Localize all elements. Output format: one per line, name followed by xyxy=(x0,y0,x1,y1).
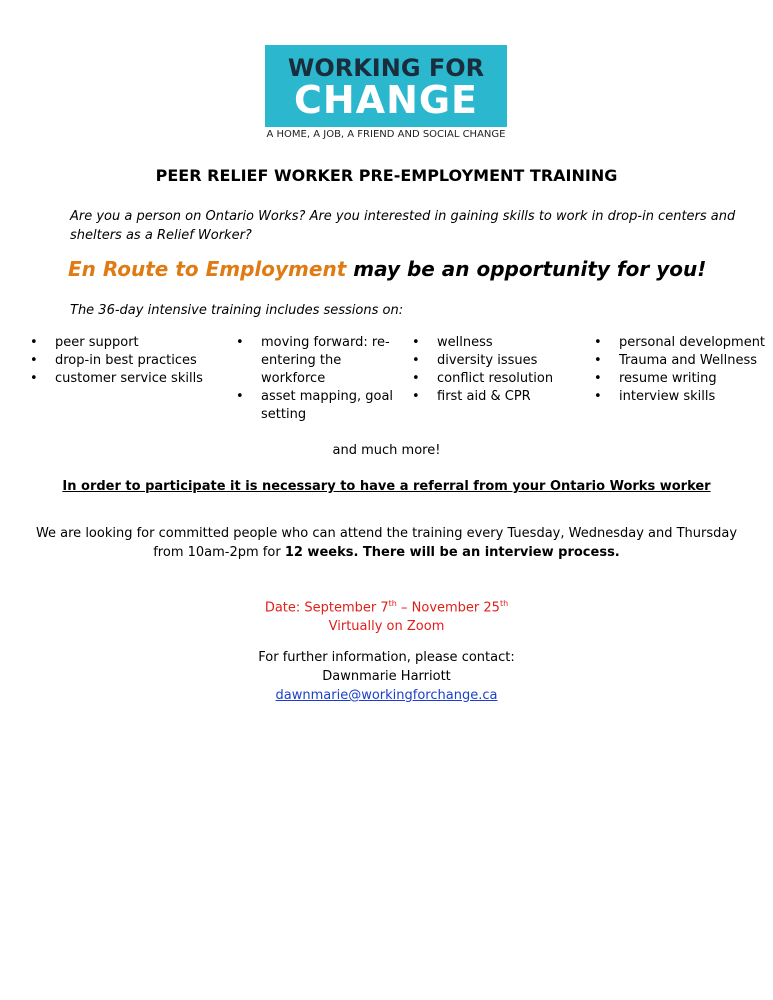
list-item: • personal development xyxy=(594,334,769,352)
list-item: • wellness xyxy=(412,334,592,352)
list-item: • resume writing xyxy=(594,370,769,388)
date-end: – November 25 xyxy=(396,600,500,616)
sessions-list-col3 xyxy=(412,334,592,406)
date-start: Date: September 7 xyxy=(264,600,389,616)
commitment-bold: 12 weeks. There will be an interview process. xyxy=(284,545,620,560)
commitment-text xyxy=(30,524,743,562)
much-more-text: and much more! xyxy=(332,443,441,458)
date-end-suffix: th xyxy=(499,599,509,608)
headline xyxy=(68,257,758,281)
list-item: • asset mapping, goal setting xyxy=(236,388,406,424)
referral-requirement: In order to participate it is necessary to have a referral from your Ontario Works worker xyxy=(62,479,711,494)
contact-name: Dawnmarie Harriott xyxy=(322,669,451,684)
list-item: • interview skills xyxy=(594,388,769,406)
contact-lead: For further information, please contact: xyxy=(258,650,515,665)
page-title: PEER RELIEF WORKER PRE-EMPLOYMENT TRAINING xyxy=(155,166,618,185)
list-item: • Trauma and Wellness xyxy=(594,352,769,370)
contact-email-link[interactable]: dawnmarie@workingforchange.ca xyxy=(275,688,498,703)
list-item: • diversity issues xyxy=(412,352,592,370)
headline-program-name: En Route to Employment xyxy=(68,257,347,281)
location-line: Virtually on Zoom xyxy=(328,619,445,635)
intro-text: Are you a person on Ontario Works? Are you interested in gaining skills to work in drop-in centers and shelters as a Relief Worker? xyxy=(70,209,736,243)
headline-rest: may be an opportunity for you! xyxy=(346,257,707,281)
list-item: • first aid & CPR xyxy=(412,388,592,406)
list-item: • peer support xyxy=(30,334,235,352)
list-item: • conflict resolution xyxy=(412,370,592,388)
logo-tagline: A HOME, A JOB, A FRIEND AND SOCIAL CHANGE xyxy=(266,129,506,140)
commitment-plain: We are looking for committed people who can attend the training every Tuesday, Wednesday and Thursday from 10am-2pm for xyxy=(35,526,738,560)
list-item: • drop-in best practices xyxy=(30,352,235,370)
logo-text-line1: WORKING FOR xyxy=(287,54,485,82)
sessions-list-col2 xyxy=(236,334,406,424)
contact-block xyxy=(0,648,773,705)
sessions-list-col4 xyxy=(594,334,769,406)
date-block xyxy=(0,594,773,636)
list-item: • customer service skills xyxy=(30,370,235,388)
list-item: • moving forward: re-entering the workforce xyxy=(236,334,406,388)
organization-logo xyxy=(265,45,507,127)
sessions-list-col1 xyxy=(30,334,235,388)
date-line xyxy=(0,594,773,617)
sessions-intro: The 36-day intensive training includes sessions on: xyxy=(70,303,404,318)
date-start-suffix: th xyxy=(388,599,397,608)
logo-text-line2: CHANGE xyxy=(293,78,479,122)
